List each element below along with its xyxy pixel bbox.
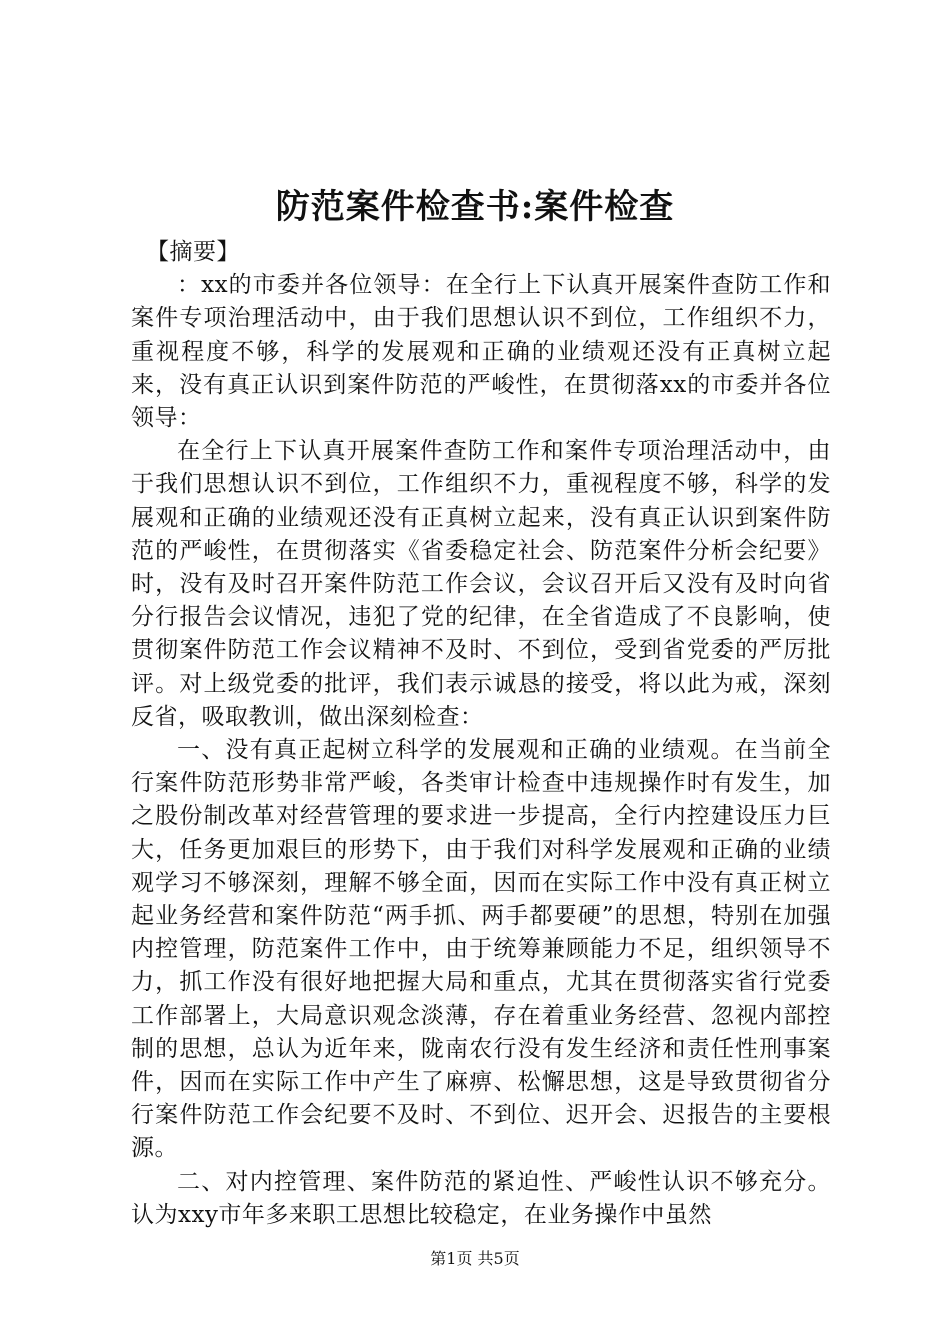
abstract-label: 【摘要】 [146, 239, 240, 265]
paragraph-abstract: ：xx的市委并各位领导：在全行上下认真开展案件查防工作和案件专项治理活动中，由于我们思想认识不到位，工作组织不力，重视程度不够，科学的发展观和正确的业绩观还没有正真树立起来，没有真正认识到案件防范的严峻性，在贯彻落xx的市委并各位领导： [131, 272, 831, 432]
document-body [131, 236, 831, 1232]
page-footer: 第1页 共5页 [430, 1249, 520, 1268]
document-title: 防范案件检查书:案件检查 [275, 187, 675, 227]
paragraph-section-1: 一、没有真正起树立科学的发展观和正确的业绩观。在当前全行案件防范形势非常严峻，各类审计检查中违规操作时有发生，加之股份制改革对经营管理的要求进一步提高，全行内控建设压力巨大，任务更加艰巨的形势下，由于我们对科学发展观和正确的业绩观学习不够深刻，理解不够全面，因而在实际工作中没有真正树立起业务经营和案件防范“两手抓、两手都要硬”的思想，特别在加强内控管理，防范案件工作中，由于统筹兼顾能力不足，组织领导不力，抓工作没有很好地把握大局和重点，尤其在贯彻落实省行党委工作部署上，大局意识观念淡薄，存在着重业务经营、忽视内部控制的思想，总认为近年来，陇南农行没有发生经济和责任性刑事案件，因而在实际工作中产生了麻痹、松懈思想，这是导致贯彻省分行案件防范工作会纪要不及时、不到位、迟开会、迟报告的主要根源。 [131, 737, 831, 1162]
paragraph-section-2: 二、对内控管理、案件防范的紧迫性、严峻性认识不够充分。认为xxy市年多来职工思想比较稳定，在业务操作中虽然 [131, 1168, 831, 1228]
paragraph-intro: 在全行上下认真开展案件查防工作和案件专项治理活动中，由于我们思想认识不到位，工作组织不力，重视程度不够，科学的发展观和正确的业绩观还没有正真树立起来，没有真正认识到案件防范的严峻性，在贯彻落实《省委稳定社会、防范案件分析会纪要》时，没有及时召开案件防范工作会议，会议召开后又没有及时向省分行报告会议情况，违犯了党的纪律，在全省造成了不良影响，使贯彻案件防范工作会议精神不及时、不到位，受到省党委的严厉批评。对上级党委的批评，我们表示诚恳的接受，将以此为戒，深刻反省，吸取教训，做出深刻检查： [131, 438, 831, 730]
